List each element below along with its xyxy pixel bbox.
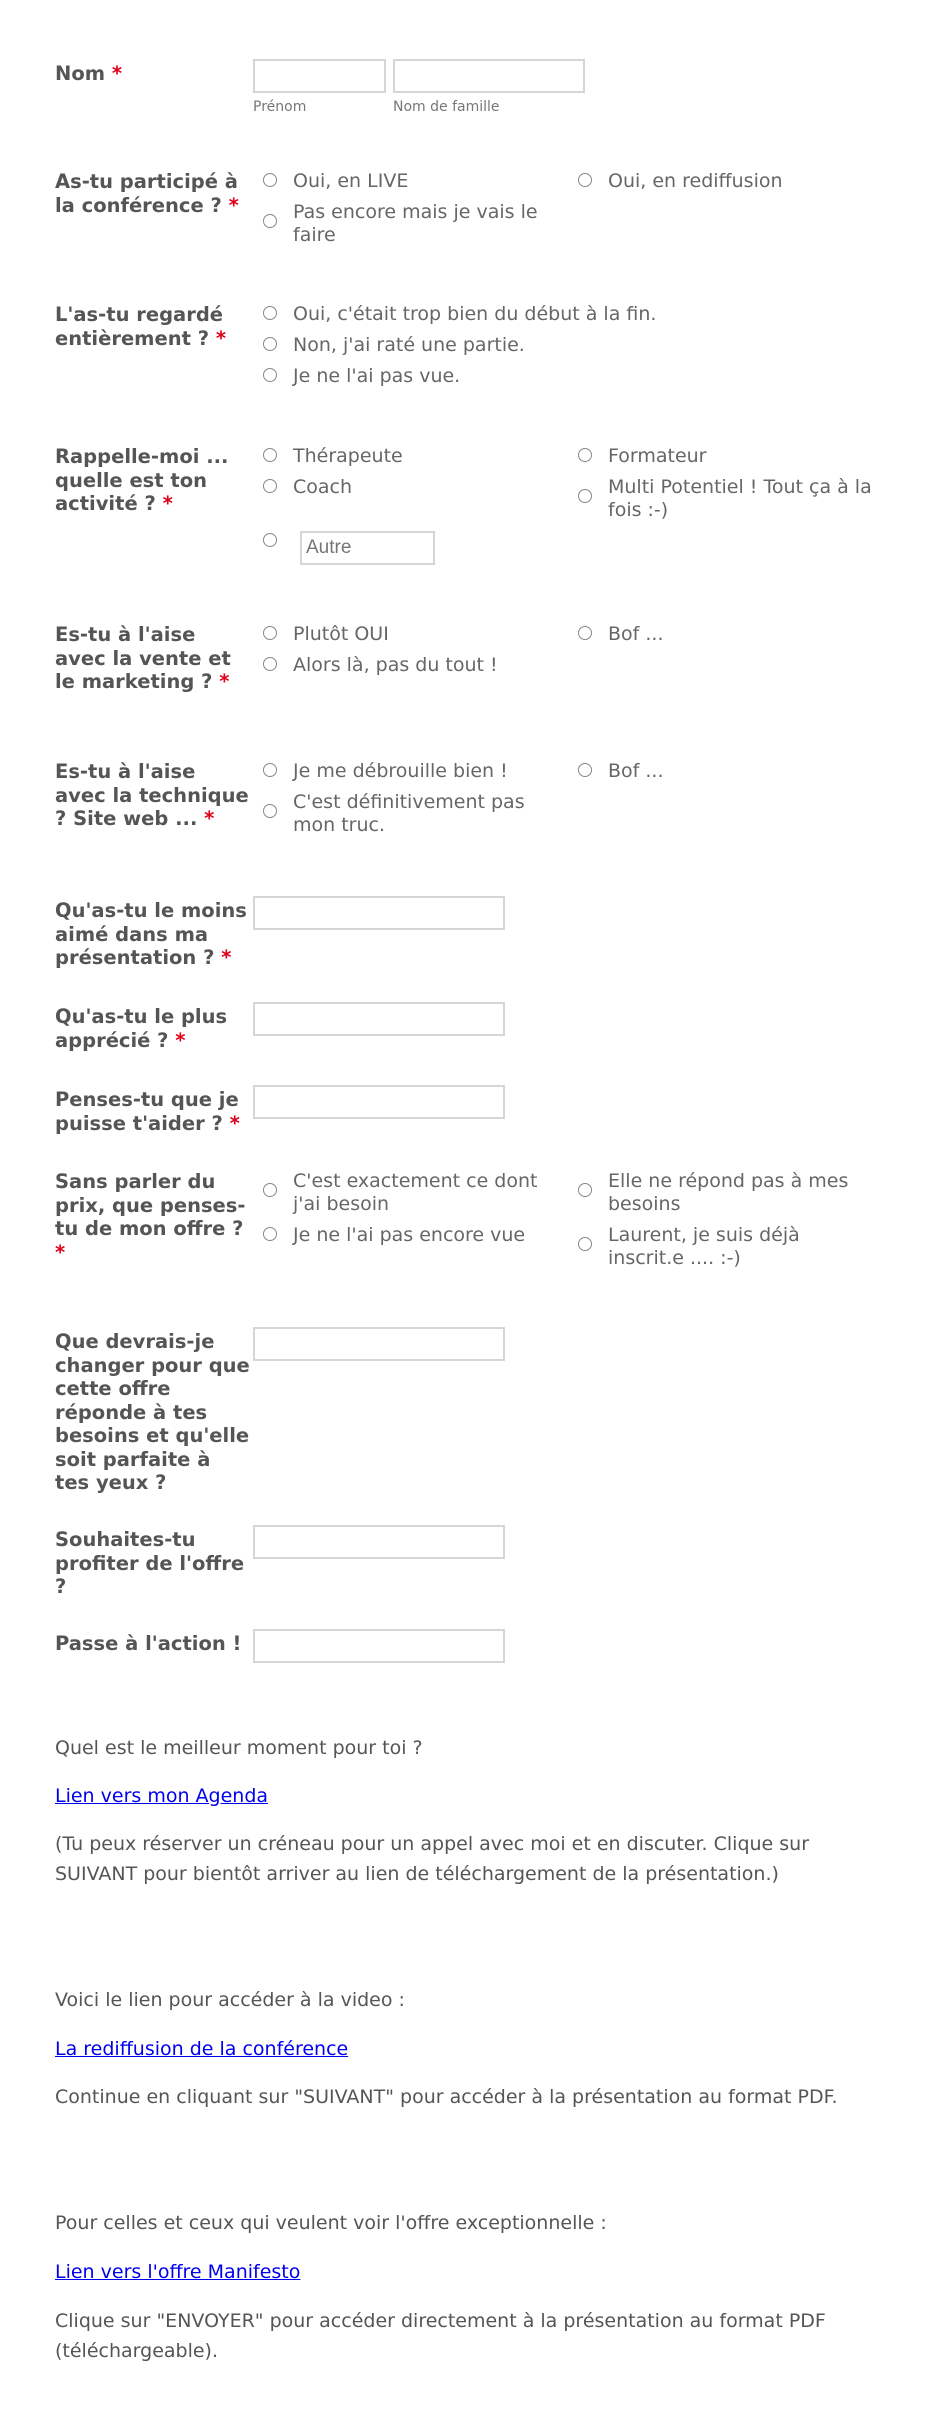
participation-label: As-tu participé à la conférence ? * xyxy=(55,170,239,217)
most-liked-label: Qu'as-tu le plus apprécié ? * xyxy=(55,1005,228,1052)
radio-icon[interactable] xyxy=(263,479,277,493)
action-label: Passe à l'action ! xyxy=(55,1632,242,1655)
help-label: Penses-tu que je puisse t'aider ? * xyxy=(55,1088,240,1135)
last-name-sublabel: Nom de famille xyxy=(393,99,500,115)
radio-icon[interactable] xyxy=(578,489,592,503)
radio-icon[interactable] xyxy=(578,1237,592,1251)
video-intro: Voici le lien pour accéder à la video : xyxy=(55,1989,405,2011)
last-name-input[interactable] xyxy=(393,59,585,93)
first-name-sublabel: Prénom xyxy=(253,99,307,115)
name-label: Nom * xyxy=(55,62,123,85)
agenda-question: Quel est le meilleur moment pour toi ? xyxy=(55,1737,423,1759)
agenda-link[interactable]: Lien vers mon Agenda xyxy=(55,1785,269,1807)
sales-label: Es-tu à l'aise avec la vente et le marketing ? * xyxy=(55,623,231,693)
radio-icon[interactable] xyxy=(263,1183,277,1197)
video-note: Continue en cliquant sur "SUIVANT" pour accéder à la présentation au format PDF. xyxy=(55,2086,838,2108)
radio-icon[interactable] xyxy=(263,533,277,547)
most-liked-input[interactable] xyxy=(253,1002,505,1036)
replay-link[interactable]: La rediffusion de la conférence xyxy=(55,2038,349,2060)
radio-icon[interactable] xyxy=(578,626,592,640)
radio-icon[interactable] xyxy=(263,763,277,777)
change-input[interactable] xyxy=(253,1327,505,1361)
offer-note: Clique sur "ENVOYER" pour accéder directement à la présentation au format PDF (téléchargeable). xyxy=(55,2310,826,2362)
radio-icon[interactable] xyxy=(263,448,277,462)
action-input[interactable] xyxy=(253,1629,505,1663)
radio-icon[interactable] xyxy=(578,448,592,462)
radio-icon[interactable] xyxy=(263,173,277,187)
radio-icon[interactable] xyxy=(263,306,277,320)
radio-icon[interactable] xyxy=(263,804,277,818)
radio-icon[interactable] xyxy=(263,626,277,640)
radio-icon[interactable] xyxy=(263,214,277,228)
least-liked-input[interactable] xyxy=(253,896,505,930)
benefit-input[interactable] xyxy=(253,1525,505,1559)
radio-icon[interactable] xyxy=(263,1227,277,1241)
radio-icon[interactable] xyxy=(263,657,277,671)
tech-label: Es-tu à l'aise avec la technique ? Site web ... * xyxy=(55,760,249,830)
activity-label: Rappelle-moi ... quelle est ton activité ? * xyxy=(55,445,229,515)
first-name-input[interactable] xyxy=(253,59,386,93)
radio-icon[interactable] xyxy=(263,337,277,351)
offer-intro: Pour celles et ceux qui veulent voir l'offre exceptionnelle : xyxy=(55,2212,607,2234)
offer-opinion-label: Sans parler du prix, que penses-tu de mon offre ? * xyxy=(55,1170,246,1264)
watched-label: L'as-tu regardé entièrement ? * xyxy=(55,303,227,350)
change-label: Que devrais-je changer pour que cette offre réponde à tes besoins et qu'elle soit parfaite à tes yeux ? xyxy=(55,1330,250,1494)
agenda-note: (Tu peux réserver un créneau pour un appel avec moi et en discuter. Clique sur SUIVANT pour bientôt arriver au lien de téléchargement de la présentation.) xyxy=(55,1833,810,1885)
activity-other-input[interactable] xyxy=(300,531,435,565)
radio-icon[interactable] xyxy=(263,368,277,382)
radio-icon[interactable] xyxy=(578,173,592,187)
radio-icon[interactable] xyxy=(578,763,592,777)
manifesto-offer-link[interactable]: Lien vers l'offre Manifesto xyxy=(55,2261,301,2283)
radio-icon[interactable] xyxy=(578,1183,592,1197)
help-input[interactable] xyxy=(253,1085,505,1119)
least-liked-label: Qu'as-tu le moins aimé dans ma présentation ? * xyxy=(55,899,247,969)
benefit-label: Souhaites-tu profiter de l'offre ? xyxy=(55,1528,245,1598)
